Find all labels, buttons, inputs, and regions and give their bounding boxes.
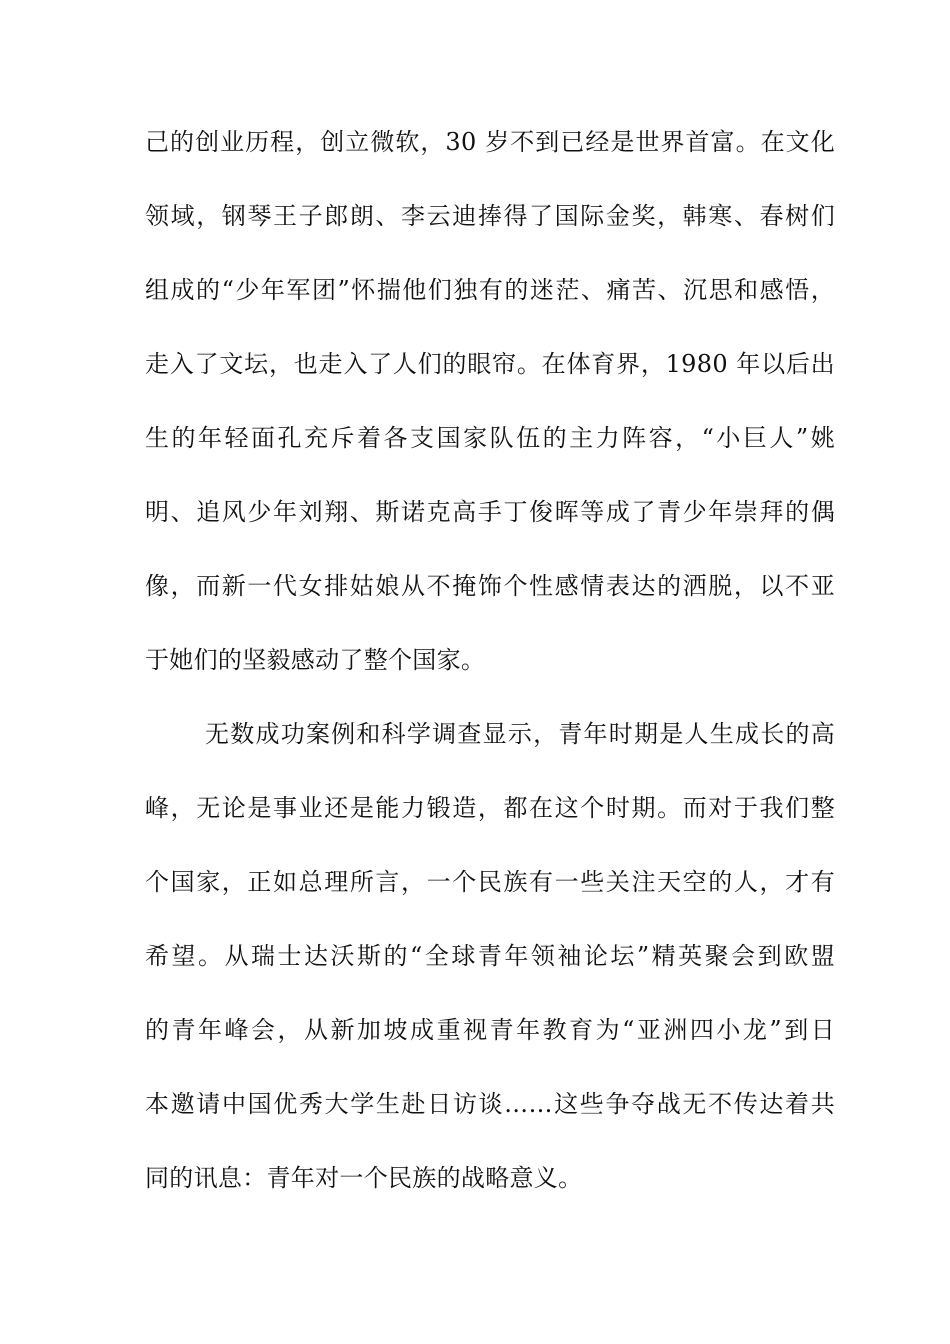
text-line-10: 峰，无论是事业还是能力锻造，都在这个时期。而对于我们整 [145, 794, 835, 822]
text-line-2: 领域，钢琴王子郎朗、李云迪捧得了国际金奖，韩寒、春树们 [145, 202, 835, 230]
text-line-4: 走入了文坛，也走入了人们的眼帘。在体育界，1980 年以后出 [145, 350, 835, 378]
text-line-11: 个国家，正如总理所言，一个民族有一些关注天空的人，才有 [145, 868, 835, 896]
text-line-1: 己的创业历程，创立微软，30 岁不到已经是世界首富。在文化 [145, 128, 835, 156]
text-line-7: 像，而新一代女排姑娘从不掩饰个性感情表达的洒脱，以不亚 [145, 572, 835, 600]
text-line-15: 同的讯息：青年对一个民族的战略意义。 [145, 1164, 583, 1192]
text-line-3: 组成的“少年军团”怀揣他们独有的迷茫、痛苦、沉思和感悟， [145, 276, 835, 304]
text-line-8: 于她们的坚毅感动了整个国家。 [145, 646, 486, 674]
text-line-14: 本邀请中国优秀大学生赴日访谈……这些争夺战无不传达着共 [145, 1090, 835, 1118]
text-line-6: 明、追风少年刘翔、斯诺克高手丁俊晖等成了青少年崇拜的偶 [145, 498, 835, 526]
body-text [145, 130, 835, 1240]
text-line-5: 生的年轻面孔充斥着各支国家队伍的主力阵容，“小巨人”姚 [145, 424, 835, 452]
text-line-13: 的青年峰会，从新加坡成重视青年教育为“亚洲四小龙”到日 [145, 1016, 835, 1044]
text-line-9: 无数成功案例和科学调查显示，青年时期是人生成长的高 [205, 720, 835, 748]
text-line-12: 希望。从瑞士达沃斯的“全球青年领袖论坛”精英聚会到欧盟 [145, 942, 835, 970]
